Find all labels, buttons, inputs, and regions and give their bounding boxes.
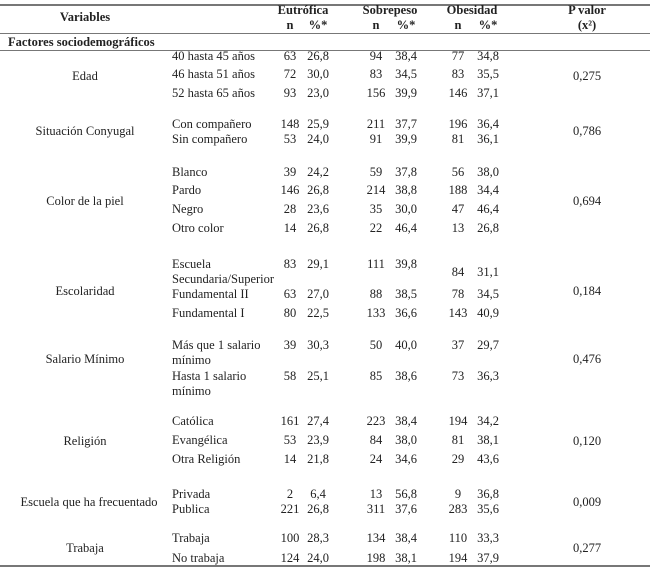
cell-percent: 35,6: [477, 502, 499, 516]
cell-percent: 29,7: [477, 338, 499, 352]
cell-percent: 30,3: [307, 338, 329, 352]
cell-n: 14: [283, 221, 297, 235]
cell-n: 47: [451, 202, 465, 216]
row-label: 40 hasta 45 años: [172, 49, 255, 63]
p-value: 0,184: [572, 284, 602, 298]
cell-percent: 35,5: [477, 67, 499, 81]
cell-n: 83: [451, 67, 465, 81]
cell-n: 194: [448, 551, 468, 565]
header-n: n: [286, 18, 294, 32]
cell-percent: 30,0: [307, 67, 329, 81]
cell-n: 39: [283, 338, 297, 352]
cell-percent: 6,4: [310, 487, 326, 501]
cell-n: 311: [366, 502, 386, 516]
cell-n: 100: [280, 531, 300, 545]
cell-percent: 38,1: [477, 433, 499, 447]
row-label: Blanco: [172, 165, 208, 179]
cell-percent: 23,9: [307, 433, 329, 447]
cell-n: 83: [369, 67, 383, 81]
cell-n: 148: [280, 117, 300, 131]
cell-n: 81: [451, 433, 465, 447]
cell-n: 88: [369, 287, 383, 301]
cell-n: 223: [366, 414, 386, 428]
cell-percent: 38,5: [395, 287, 417, 301]
cell-percent: 26,8: [307, 502, 329, 516]
row-label: Fundamental I: [172, 306, 245, 320]
cell-n: 196: [448, 117, 468, 131]
cell-n: 84: [369, 433, 383, 447]
header-eutrofica: Eutrófica: [277, 3, 329, 17]
row-label: 46 hasta 51 años: [172, 67, 255, 81]
cell-n: 146: [280, 183, 300, 197]
cell-percent: 37,6: [395, 502, 417, 516]
cell-percent: 28,3: [307, 531, 329, 545]
group-label: Color de la piel: [46, 194, 124, 208]
row-label: mínimo: [172, 384, 211, 398]
cell-n: 84: [451, 265, 465, 279]
group-label: Religión: [63, 434, 107, 448]
row-label: Secundaria/Superior: [172, 272, 275, 286]
cell-percent: 37,7: [395, 117, 417, 131]
cell-percent: 39,8: [395, 257, 417, 271]
row-label: No trabaja: [172, 551, 225, 565]
cell-percent: 25,9: [307, 117, 329, 131]
cell-percent: 34,6: [395, 452, 417, 466]
cell-n: 63: [283, 287, 297, 301]
row-label: Fundamental II: [172, 287, 249, 301]
cell-n: 283: [448, 502, 468, 516]
cell-n: 58: [283, 369, 297, 383]
row-label: Trabaja: [172, 531, 210, 545]
group-label: Escolaridad: [55, 284, 115, 298]
cell-n: 53: [283, 132, 297, 146]
cell-percent: 40,9: [477, 306, 499, 320]
cell-n: 22: [369, 221, 383, 235]
row-label: 52 hasta 65 años: [172, 86, 255, 100]
cell-n: 111: [367, 257, 385, 271]
cell-n: 59: [369, 165, 383, 179]
cell-percent: 46,4: [395, 221, 417, 235]
header-n: n: [454, 18, 462, 32]
cell-n: 83: [283, 257, 297, 271]
group-label: Trabaja: [66, 541, 104, 555]
cell-percent: 38,6: [395, 369, 417, 383]
cell-n: 91: [369, 132, 383, 146]
cell-percent: 34,2: [477, 414, 499, 428]
row-label: Otra Religión: [172, 452, 241, 466]
p-value: 0,694: [572, 194, 602, 208]
cell-percent: 38,8: [395, 183, 417, 197]
cell-percent: 21,8: [307, 452, 329, 466]
cell-n: 77: [451, 49, 465, 63]
cell-percent: 36,6: [395, 306, 417, 320]
cell-percent: 37,9: [477, 551, 499, 565]
row-label: Evangélica: [172, 433, 228, 447]
header-obesidad: Obesidad: [446, 3, 498, 17]
group-label: Salario Mínimo: [45, 352, 125, 366]
group-label: Edad: [72, 69, 98, 83]
cell-percent: 29,1: [307, 257, 329, 271]
cell-percent: 34,5: [395, 67, 417, 81]
cell-n: 110: [448, 531, 468, 545]
cell-n: 53: [283, 433, 297, 447]
row-label: Hasta 1 salario: [172, 369, 247, 383]
cell-percent: 26,8: [477, 221, 499, 235]
cell-n: 78: [451, 287, 465, 301]
p-value: 0,009: [572, 495, 602, 509]
cell-n: 143: [448, 306, 468, 320]
cell-n: 14: [283, 452, 297, 466]
cell-percent: 25,1: [307, 369, 329, 383]
cell-percent: 39,9: [395, 132, 417, 146]
cell-n: 28: [283, 202, 297, 216]
cell-percent: 46,4: [477, 202, 499, 216]
cell-percent: 36,1: [477, 132, 499, 146]
cell-percent: 22,5: [307, 306, 329, 320]
cell-percent: 38,4: [395, 531, 417, 545]
cell-n: 134: [366, 531, 386, 545]
row-label: Otro color: [172, 221, 224, 235]
cell-n: 198: [366, 551, 386, 565]
header-pct: %*: [396, 18, 416, 32]
cell-percent: 26,8: [307, 221, 329, 235]
row-label: Sin compañero: [172, 132, 248, 146]
cell-n: 93: [283, 86, 297, 100]
cell-n: 9: [454, 487, 462, 501]
header-p-sub: (x²): [577, 18, 597, 32]
cell-percent: 37,1: [477, 86, 499, 100]
cell-n: 214: [366, 183, 386, 197]
row-label: Católica: [172, 414, 214, 428]
group-label: Escuela que ha frecuentado: [20, 495, 158, 509]
cell-percent: 38,4: [395, 414, 417, 428]
cell-n: 80: [283, 306, 297, 320]
cell-n: 133: [366, 306, 386, 320]
group-label: Situación Conyugal: [35, 124, 135, 138]
cell-n: 35: [369, 202, 383, 216]
cell-n: 221: [280, 502, 300, 516]
cell-n: 124: [280, 551, 300, 565]
cell-percent: 36,8: [477, 487, 499, 501]
row-label: mínimo: [172, 353, 211, 367]
header-pct: %*: [308, 18, 328, 32]
cell-percent: 36,4: [477, 117, 499, 131]
p-value: 0,275: [572, 69, 602, 83]
cell-n: 2: [286, 487, 294, 501]
cell-percent: 26,8: [307, 183, 329, 197]
cell-percent: 30,0: [395, 202, 417, 216]
cell-percent: 38,1: [395, 551, 417, 565]
cell-percent: 34,8: [477, 49, 499, 63]
cell-n: 94: [369, 49, 383, 63]
header-rule: [0, 33, 650, 34]
cell-percent: 38,0: [477, 165, 499, 179]
cell-percent: 27,0: [307, 287, 329, 301]
cell-percent: 27,4: [307, 414, 329, 428]
cell-n: 146: [448, 86, 468, 100]
row-label: Negro: [172, 202, 204, 216]
row-label: Publica: [172, 502, 210, 516]
header-p-valor: P valor: [568, 3, 606, 17]
cell-percent: 56,8: [395, 487, 417, 501]
cell-n: 156: [366, 86, 386, 100]
cell-n: 13: [369, 487, 383, 501]
cell-n: 39: [283, 165, 297, 179]
row-label: Más que 1 salario: [172, 338, 261, 352]
cell-n: 81: [451, 132, 465, 146]
row-label: Con compañero: [172, 117, 252, 131]
cell-n: 194: [448, 414, 468, 428]
cell-percent: 23,0: [307, 86, 329, 100]
cell-percent: 43,6: [477, 452, 499, 466]
header-n: n: [372, 18, 380, 32]
cell-percent: 38,0: [395, 433, 417, 447]
p-value: 0,120: [572, 434, 602, 448]
cell-n: 73: [451, 369, 465, 383]
header-sobrepeso: Sobrepeso: [362, 3, 418, 17]
cell-percent: 34,5: [477, 287, 499, 301]
cell-n: 50: [369, 338, 383, 352]
cell-n: 24: [369, 452, 383, 466]
cell-percent: 33,3: [477, 531, 499, 545]
row-label: Pardo: [172, 183, 202, 197]
p-value: 0,277: [572, 541, 602, 555]
cell-n: 63: [283, 49, 297, 63]
cell-percent: 23,6: [307, 202, 329, 216]
cell-n: 37: [451, 338, 465, 352]
cell-n: 29: [451, 452, 465, 466]
row-label: Privada: [172, 487, 211, 501]
cell-percent: 26,8: [307, 49, 329, 63]
cell-n: 13: [451, 221, 465, 235]
p-value: 0,786: [572, 124, 602, 138]
cell-n: 85: [369, 369, 383, 383]
cell-percent: 24,0: [307, 551, 329, 565]
cell-n: 161: [280, 414, 300, 428]
cell-percent: 37,8: [395, 165, 417, 179]
header-pct: %*: [478, 18, 498, 32]
cell-percent: 24,2: [307, 165, 329, 179]
cell-percent: 34,4: [477, 183, 499, 197]
cell-n: 72: [283, 67, 297, 81]
cell-n: 211: [366, 117, 386, 131]
cell-n: 56: [451, 165, 465, 179]
header-variables: Variables: [59, 10, 111, 24]
section-title: Factores sociodemográficos: [8, 35, 155, 49]
cell-percent: 31,1: [477, 265, 499, 279]
row-label: Escuela: [172, 257, 211, 271]
p-value: 0,476: [572, 352, 602, 366]
cell-percent: 40,0: [395, 338, 417, 352]
cell-percent: 39,9: [395, 86, 417, 100]
cell-n: 188: [448, 183, 468, 197]
cell-percent: 24,0: [307, 132, 329, 146]
cell-percent: 38,4: [395, 49, 417, 63]
cell-percent: 36,3: [477, 369, 499, 383]
